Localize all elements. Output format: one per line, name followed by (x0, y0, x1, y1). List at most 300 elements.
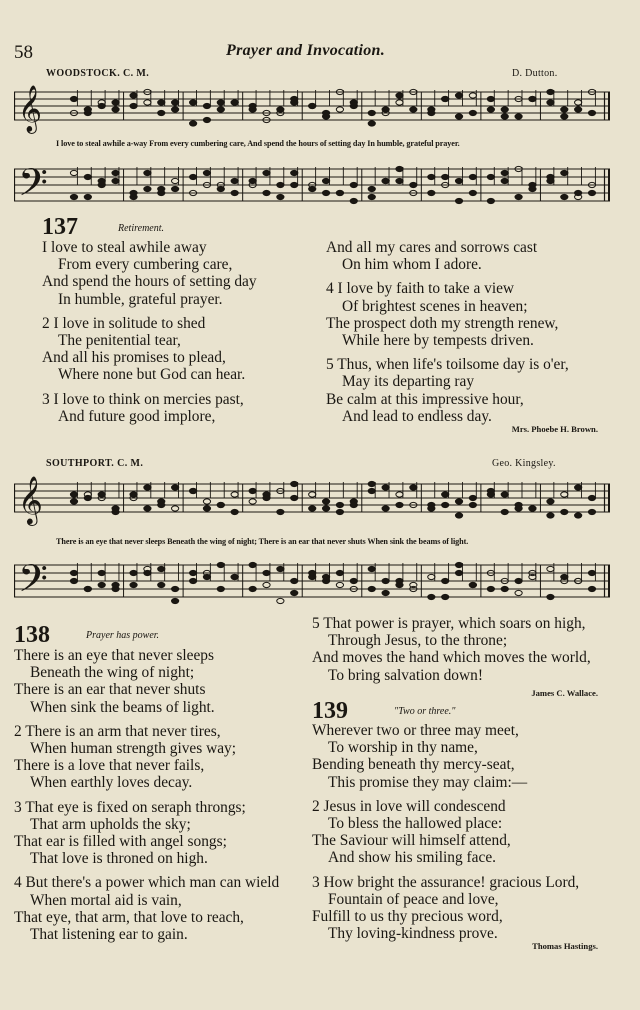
note-head (144, 186, 151, 191)
note-head (575, 485, 582, 490)
note-head (336, 502, 343, 507)
note-head (190, 100, 197, 105)
note-head (350, 198, 357, 203)
note-head (368, 110, 375, 115)
verse-line: May its departing ray (342, 373, 475, 391)
note-head (144, 506, 151, 511)
note-head (249, 103, 256, 108)
note-head (217, 107, 224, 112)
note-head (455, 499, 462, 504)
note-head (469, 190, 476, 195)
note-head (350, 578, 357, 583)
note-head (322, 178, 329, 183)
verse-line: And future good implore, (58, 407, 216, 425)
clef-icon: 𝄢 (18, 556, 48, 610)
note-head (277, 566, 284, 571)
hymn-137-right-column (326, 239, 616, 438)
note-head (469, 110, 476, 115)
tune-name-woodstock: WOODSTOCK. C. M. (46, 68, 150, 79)
verse-line: 5 That power is prayer, which soars on high, (312, 615, 586, 632)
music-staff-treble-southport (14, 474, 610, 530)
note-head (203, 499, 210, 504)
note-head (249, 586, 256, 591)
note-head (487, 96, 494, 101)
note-head (112, 107, 119, 112)
verse-line: To worship in thy name, (328, 739, 478, 757)
verse-line: Be calm at this impressive hour, (326, 390, 524, 408)
lyric-underlay-woodstock: I love to steal awhile a-way From every cumbering care, And spend the hours of setting day In humble, grateful prayer. (56, 139, 460, 148)
note-head (442, 96, 449, 101)
note-head (172, 598, 179, 603)
note-head (382, 506, 389, 511)
verse-line: When sink the beams of light. (30, 698, 215, 716)
note-head (249, 488, 256, 493)
note-head (130, 194, 137, 199)
note-head (144, 570, 151, 575)
verse-line: There is a love that never fails, (14, 757, 205, 775)
note-head (368, 586, 375, 591)
note-head (309, 570, 316, 575)
note-head (263, 582, 270, 587)
verse-line: To bring salvation down! (328, 666, 483, 684)
note-head (469, 174, 476, 179)
note-head (455, 198, 462, 203)
verse-line: Beneath the wing of night; (30, 664, 195, 682)
note-head (396, 578, 403, 583)
stanza (312, 722, 626, 791)
note-head (368, 186, 375, 191)
note-head (84, 586, 91, 591)
note-head (231, 509, 238, 514)
note-head (336, 582, 343, 587)
note-head (112, 170, 119, 175)
note-head (529, 506, 536, 511)
note-head (382, 590, 389, 595)
verse-line: 2 I love in solitude to shed (42, 314, 206, 332)
note-head (368, 481, 375, 486)
clef-icon: 𝄞 (18, 475, 43, 524)
note-head (588, 509, 595, 514)
note-head (382, 485, 389, 490)
verse-line: Of brightest scenes in heaven; (342, 297, 528, 315)
hymn-title-139: "Two or three." (394, 706, 456, 717)
note-head (547, 513, 554, 518)
clef-icon: 𝄢 (18, 160, 48, 214)
running-head: Prayer and Invocation. (226, 42, 386, 59)
note-head (322, 190, 329, 195)
note-head (428, 506, 435, 511)
composer-southport: Geo. Kingsley. (492, 458, 556, 469)
note-head (249, 499, 256, 504)
music-staff-bass-woodstock (14, 158, 610, 220)
note-head (410, 485, 417, 490)
note-head (231, 492, 238, 497)
note-head (190, 488, 197, 493)
verse-line: When earthly loves decay. (30, 774, 193, 792)
stanza (326, 239, 616, 273)
stanza (14, 799, 310, 868)
note-head (501, 492, 508, 497)
verse-line: Fulfill to us thy precious word, (312, 908, 503, 926)
clef-icon: 𝄞 (18, 84, 42, 132)
verse-line: 3 How bright the assurance! gracious Lord, (312, 873, 580, 891)
note-head (442, 594, 449, 599)
note-head (217, 100, 224, 105)
note-head (396, 93, 403, 98)
note-head (382, 578, 389, 583)
note-head (455, 562, 462, 567)
stanza (326, 356, 616, 425)
hymn-137-left-column (42, 239, 312, 425)
note-head (561, 107, 568, 112)
note-head (487, 174, 494, 179)
note-head (588, 190, 595, 195)
note-head (172, 100, 179, 105)
note-head (382, 178, 389, 183)
note-head (144, 100, 151, 105)
note-head (575, 513, 582, 518)
stanza (42, 239, 312, 308)
note-head (291, 495, 298, 500)
note-head (158, 582, 165, 587)
note-head (203, 506, 210, 511)
hymn-title-138: Prayer has power. (86, 630, 160, 641)
note-head (172, 178, 179, 183)
note-head (428, 574, 435, 579)
note-head (396, 100, 403, 105)
note-head (501, 509, 508, 514)
note-head (112, 586, 119, 591)
note-head (487, 198, 494, 203)
verse-line: From every cumbering care, (58, 256, 233, 274)
note-head (172, 186, 179, 191)
verse-line: There is an eye that never sleeps (14, 647, 214, 664)
verse-line: 5 Thus, when life's toilsome day is o'er, (326, 356, 569, 374)
note-head (410, 107, 417, 112)
note-head (501, 170, 508, 175)
note-head (309, 506, 316, 511)
note-head (158, 110, 165, 115)
note-head (70, 499, 77, 504)
note-head (231, 100, 238, 105)
note-head (98, 582, 105, 587)
note-head (130, 103, 137, 108)
note-head (396, 166, 403, 171)
lyric-underlay-southport: There is an eye that never sleeps Beneath the wing of night; There is an ear that never shuts When sink the beams of light. (56, 537, 469, 546)
note-head (547, 100, 554, 105)
note-head (588, 586, 595, 591)
note-head (70, 96, 77, 101)
stanza (312, 615, 626, 684)
note-head (291, 100, 298, 105)
verse-line: And spend the hours of setting day (42, 273, 257, 291)
note-head (70, 170, 77, 175)
stanza (14, 874, 310, 943)
author-137: Mrs. Phoebe H. Brown. (511, 424, 598, 435)
note-head (442, 174, 449, 179)
verse-line: When mortal aid is vain, (30, 891, 182, 909)
verse-line: That eye, that arm, that love to reach, (14, 908, 244, 926)
note-head (70, 492, 77, 497)
note-head (277, 194, 284, 199)
note-head (575, 100, 582, 105)
note-head (368, 488, 375, 493)
verse-line: There is an ear that never shuts (14, 681, 206, 699)
note-head (98, 178, 105, 183)
page-number: 58 (14, 42, 33, 63)
note-head (428, 594, 435, 599)
verse-line: That love is throned on high. (30, 850, 208, 868)
note-head (547, 89, 554, 94)
composer-woodstock: D. Dutton. (512, 68, 558, 79)
stanza (312, 798, 626, 867)
stanza (326, 280, 616, 349)
note-head (322, 499, 329, 504)
note-head (322, 506, 329, 511)
note-head (277, 182, 284, 187)
verse-line: 2 There is an arm that never tires, (14, 722, 221, 740)
note-head (231, 190, 238, 195)
note-head (231, 178, 238, 183)
verse-line: 3 I love to think on mercies past, (42, 390, 244, 408)
note-head (547, 566, 554, 571)
note-head (428, 174, 435, 179)
note-head (158, 566, 165, 571)
note-head (561, 114, 568, 119)
verse-line: The penitential tear, (58, 332, 181, 350)
note-head (203, 117, 210, 122)
verse-line: While here by tempests driven. (342, 332, 534, 350)
note-head (515, 506, 522, 511)
verse-line: 4 I love by faith to take a view (326, 280, 515, 298)
note-head (561, 574, 568, 579)
note-head (469, 495, 476, 500)
note-head (172, 107, 179, 112)
author-139: Thomas Hastings. (532, 941, 598, 952)
note-head (487, 492, 494, 497)
note-head (70, 194, 77, 199)
note-head (368, 194, 375, 199)
note-head (336, 190, 343, 195)
stanza (42, 315, 312, 384)
verse-line: That ear is filled with angel songs; (14, 833, 227, 851)
note-head (158, 100, 165, 105)
verse-line: Wherever two or three may meet, (312, 722, 519, 739)
note-head (547, 594, 554, 599)
note-head (396, 178, 403, 183)
note-head (217, 562, 224, 567)
tune-name-southport: SOUTHPORT. C. M. (46, 458, 144, 469)
note-head (98, 570, 105, 575)
note-head (455, 570, 462, 575)
verse-line: Bending beneath thy mercy-seat, (312, 756, 515, 774)
verse-line: To bless the hallowed place: (328, 815, 503, 833)
note-head (190, 570, 197, 575)
note-head (501, 114, 508, 119)
note-head (277, 509, 284, 514)
note-head (190, 174, 197, 179)
note-head (158, 499, 165, 504)
verse-line: And all my cares and sorrows cast (326, 239, 538, 256)
note-head (263, 170, 270, 175)
note-head (130, 570, 137, 575)
note-head (487, 107, 494, 112)
note-head (368, 121, 375, 126)
note-head (501, 107, 508, 112)
hymn-138-right-column (312, 615, 626, 702)
note-head (291, 578, 298, 583)
note-head (588, 110, 595, 115)
note-head (309, 492, 316, 497)
stanza (312, 874, 626, 943)
note-head (158, 190, 165, 195)
note-head (144, 170, 151, 175)
note-head (529, 186, 536, 191)
note-head (588, 495, 595, 500)
note-head (336, 509, 343, 514)
verse-line: Through Jesus, to the throne; (328, 632, 508, 650)
note-head (112, 509, 119, 514)
note-head (515, 194, 522, 199)
note-head (203, 103, 210, 108)
note-head (291, 170, 298, 175)
note-head (291, 481, 298, 486)
note-head (263, 570, 270, 575)
note-head (144, 485, 151, 490)
note-head (561, 509, 568, 514)
verse-line: That listening ear to gain. (30, 926, 188, 944)
note-head (515, 578, 522, 583)
note-head (455, 114, 462, 119)
verse-line: When human strength gives way; (30, 740, 237, 758)
hymn-138-left-column (14, 647, 310, 943)
note-head (501, 586, 508, 591)
verse-line: 4 But there's a power which man can wield (14, 874, 280, 892)
note-head (428, 190, 435, 195)
note-head (203, 170, 210, 175)
hymn-number-137: 137 (42, 214, 78, 240)
note-head (410, 182, 417, 187)
note-head (469, 93, 476, 98)
stanza (42, 391, 312, 425)
hymn-139-column (312, 722, 626, 956)
note-head (172, 506, 179, 511)
note-head (322, 574, 329, 579)
note-head (455, 93, 462, 98)
note-head (70, 578, 77, 583)
note-head (350, 100, 357, 105)
note-head (455, 178, 462, 183)
note-head (561, 492, 568, 497)
note-head (547, 174, 554, 179)
verse-line: 3 That eye is fixed on seraph throngs; (14, 798, 246, 816)
verse-line: And moves the hand which moves the world, (312, 649, 591, 667)
verse-line: And lead to endless day. (342, 407, 492, 425)
verse-line: This promise they may claim:— (328, 773, 528, 791)
note-head (487, 586, 494, 591)
note-head (277, 598, 284, 603)
music-staff-bass-southport (14, 554, 610, 616)
verse-line: Fountain of peace and love, (328, 890, 499, 908)
hymn-number-139: 139 (312, 698, 348, 724)
note-head (203, 574, 210, 579)
note-head (217, 502, 224, 507)
note-head (588, 570, 595, 575)
note-head (547, 499, 554, 504)
note-head (84, 107, 91, 112)
note-head (84, 194, 91, 199)
note-head (336, 107, 343, 112)
verse-line: And show his smiling face. (328, 849, 496, 867)
note-head (309, 186, 316, 191)
note-head (350, 182, 357, 187)
note-head (130, 492, 137, 497)
note-head (396, 502, 403, 507)
note-head (172, 485, 179, 490)
note-head (350, 502, 357, 507)
stanza (14, 723, 310, 792)
note-head (217, 586, 224, 591)
note-head (263, 495, 270, 500)
verse-line: Thy loving-kindness prove. (328, 925, 498, 943)
note-head (130, 582, 137, 587)
note-head (442, 578, 449, 583)
note-head (291, 182, 298, 187)
hymn-number-138: 138 (14, 622, 50, 648)
note-head (455, 513, 462, 518)
verse-line: And all his promises to plead, (42, 349, 226, 367)
note-head (112, 178, 119, 183)
verse-line: Where none but God can hear. (58, 366, 246, 384)
note-head (396, 492, 403, 497)
author-138: James C. Wallace. (531, 687, 598, 698)
note-head (469, 502, 476, 507)
verse-line: 2 Jesus in love will condescend (312, 797, 506, 815)
music-staff-treble-woodstock (14, 82, 610, 136)
note-head (172, 586, 179, 591)
verse-line: I love to steal awhile away (42, 239, 207, 256)
note-head (130, 93, 137, 98)
note-head (442, 502, 449, 507)
note-head (263, 190, 270, 195)
note-head (217, 186, 224, 191)
note-head (84, 174, 91, 179)
verse-line: The prospect doth my strength renew, (326, 314, 559, 332)
verse-line: The Saviour will himself attend, (312, 832, 511, 850)
note-head (190, 578, 197, 583)
note-head (190, 121, 197, 126)
verse-line: That arm upholds the sky; (30, 815, 191, 833)
note-head (428, 107, 435, 112)
note-head (561, 194, 568, 199)
note-head (515, 114, 522, 119)
note-head (249, 562, 256, 567)
note-head (322, 110, 329, 115)
note-head (501, 178, 508, 183)
note-head (70, 570, 77, 575)
note-head (336, 570, 343, 575)
stanza (14, 647, 310, 716)
verse-line: In humble, grateful prayer. (58, 290, 223, 308)
note-head (515, 590, 522, 595)
note-head (112, 100, 119, 105)
note-head (442, 492, 449, 497)
verse-line: On him whom I adore. (342, 256, 482, 274)
note-head (291, 590, 298, 595)
note-head (561, 170, 568, 175)
hymn-title-137: Retirement. (118, 223, 165, 234)
note-head (368, 566, 375, 571)
